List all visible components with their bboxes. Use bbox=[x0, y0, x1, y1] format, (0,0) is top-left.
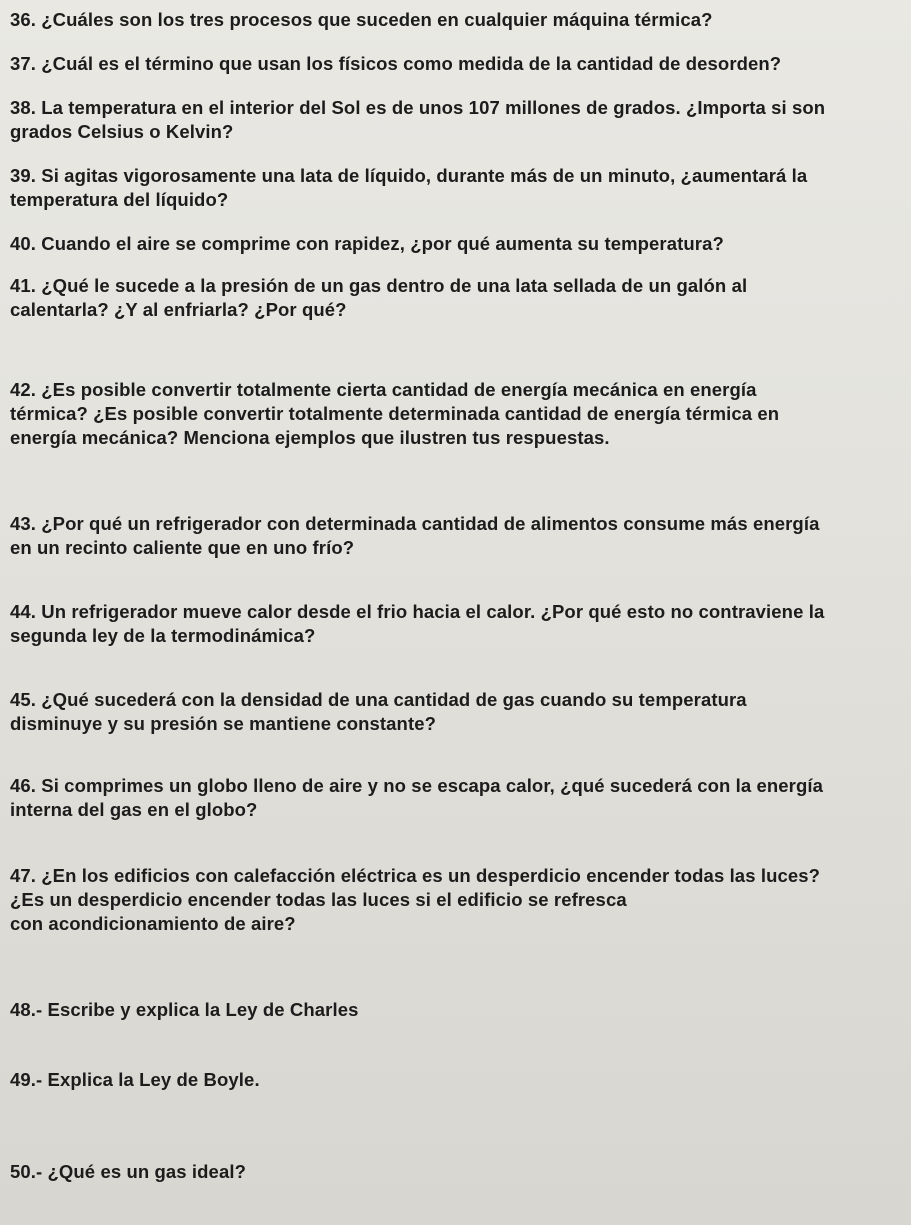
question-39: 39. Si agitas vigorosamente una lata de líquido, durante más de un minuto, ¿aumentará la temperatura del líquido? bbox=[10, 165, 808, 210]
question-50: 50.- ¿Qué es un gas ideal? bbox=[10, 1161, 246, 1182]
question-37: 37. ¿Cuál es el término que usan los físicos como medida de la cantidad de desorden? bbox=[10, 53, 782, 74]
question-38: 38. La temperatura en el interior del Sol es de unos 107 millones de grados. ¿Importa si son grados Celsius o Kelvin? bbox=[10, 97, 826, 142]
question-44: 44. Un refrigerador mueve calor desde el frio hacia el calor. ¿Por qué esto no contraviene la segunda ley de la termodinámica? bbox=[10, 601, 825, 646]
question-43: 43. ¿Por qué un refrigerador con determinada cantidad de alimentos consume más energía en un recinto caliente que en uno frío? bbox=[10, 513, 820, 558]
question-47: 47. ¿En los edificios con calefacción eléctrica es un desperdicio encender todas las luces? ¿Es un desperdicio encender todas las luces si el edificio se refresca con acondicionamiento de aire? bbox=[10, 865, 821, 934]
question-49: 49.- Explica la Ley de Boyle. bbox=[10, 1069, 260, 1090]
question-41: 41. ¿Qué le sucede a la presión de un gas dentro de una lata sellada de un galón al calentarla? ¿Y al enfriarla? ¿Por qué? bbox=[10, 275, 748, 320]
question-45: 45. ¿Qué sucederá con la densidad de una cantidad de gas cuando su temperatura disminuye y su presión se mantiene constante? bbox=[10, 689, 747, 734]
question-48: 48.- Escribe y explica la Ley de Charles bbox=[10, 999, 359, 1020]
question-46: 46. Si comprimes un globo lleno de aire y no se escapa calor, ¿qué sucederá con la energía interna del gas en el globo? bbox=[10, 775, 824, 820]
question-36: 36. ¿Cuáles son los tres procesos que suceden en cualquier máquina térmica? bbox=[10, 9, 713, 30]
question-40: 40. Cuando el aire se comprime con rapidez, ¿por qué aumenta su temperatura? bbox=[10, 233, 724, 254]
question-42: 42. ¿Es posible convertir totalmente cierta cantidad de energía mecánica en energía térmica? ¿Es posible convertir totalmente determinada cantidad de energía térmica en energía mecánica? Menciona ejemplos que ilustren tus respuestas. bbox=[10, 379, 780, 448]
